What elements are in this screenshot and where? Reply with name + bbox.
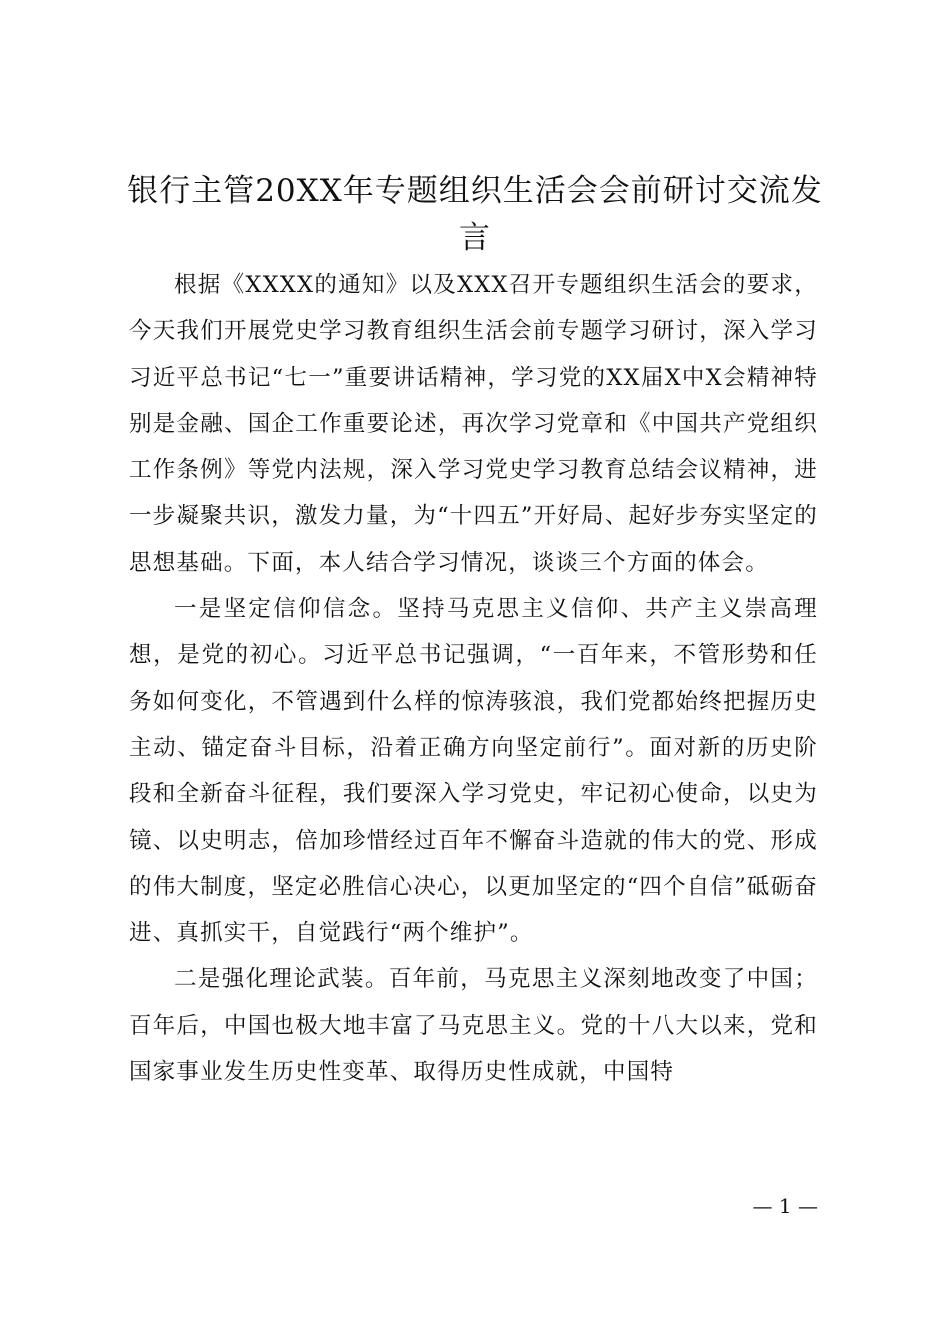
paragraph-point-two: 二是强化理论武装。百年前，马克思主义深刻地改变了中国；百年后，中国也极大地丰富了马克思主义。党的十八大以来，党和国家事业发生历史性变革、取得历史性成就，中国特 (129, 966, 818, 1086)
paragraph-intro: 根据《XXXX的通知》以及XXX召开专题组织生活会的要求，今天我们开展党史学习教育组织生活会前专题学习研讨，深入学习习近平总书记“七一”重要讲话精神，学习党的XX届X中X会精神特别是金融、国企工作重要论述，再次学习党章和《中国共产党组织工作条例》等党内法规，深入学习党史学习教育总结会议精神，进一步凝聚共识，激发力量，为“十四五”开好局、起好步夯实坚定的思想基础。下面，本人结合学习情况，谈谈三个方面的体会。 (129, 272, 819, 576)
document-body (129, 262, 818, 1095)
document-title: 银行主管20XX年专题组织生活会会前研讨交流发言 (127, 173, 823, 256)
page-number: — 1 — (752, 1194, 818, 1218)
paragraph-point-one: 一是坚定信仰信念。坚持马克思主义信仰、共产主义崇高理想，是党的初心。习近平总书记强调，“一百年来，不管形势和任务如何变化，不管遇到什么样的惊涛骇浪，我们党都始终把握历史主动、锚定奋斗目标，沿着正确方向坚定前行”。面对新的历史阶段和全新奋斗征程，我们要深入学习党史，牢记初心使命，以史为镜、以史明志，倍加珍惜经过百年不懈奋斗造就的伟大的党、形成的伟大制度，坚定必胜信心决心，以更加坚定的“四个自信”砥砺奋进、真抓实干，自觉践行“两个维护”。 (129, 596, 819, 947)
